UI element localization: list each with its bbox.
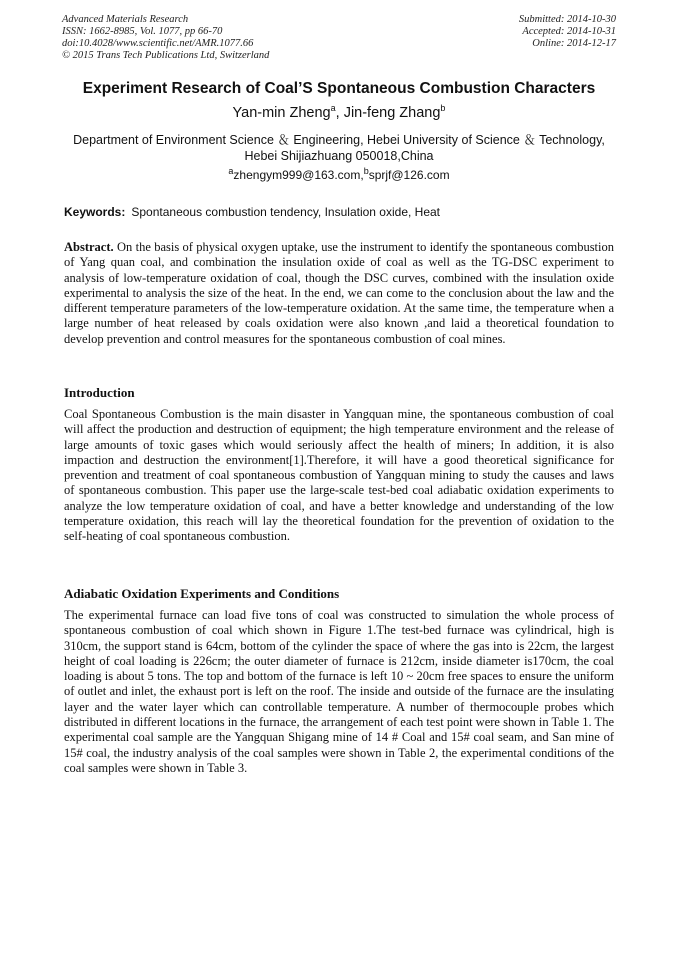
email-address: sprjf@126.com (368, 168, 450, 182)
affiliation-line: Hebei Shijiazhuang 050018,China (244, 149, 434, 163)
email-mark: b (363, 166, 369, 176)
affiliation (50, 132, 628, 164)
journal-name: Advanced Materials Research (62, 14, 189, 25)
issn-line: ISSN: 1662-8985, Vol. 1077, pp 66-70 (62, 26, 223, 37)
header-publication-info (62, 14, 269, 62)
keywords-label: Keywords: (64, 205, 126, 219)
email-address: zhengym999@163.com (233, 168, 361, 182)
author-name: Jin-feng Zhang (343, 105, 441, 121)
email-separator: , (360, 168, 364, 182)
doi-line: doi:10.4028/www.scientific.net/AMR.1077.66 (62, 38, 254, 49)
introduction-paragraph: Coal Spontaneous Combustion is the main disaster in Yangquan mine, the spontaneous combustion of coal will affect the production and destruction of equipment; the high temperature environment and the release of large amounts of toxic gases which would seriously affect the health of miners; In addition, it is also impaction and destruction the environment[1].Therefore, it will have a good theoretical significance for prevention and treatment of coal spontaneous combustion of Yangquan mining to study the causes and laws of spontaneous combustion. This paper use the large-scale test-bed coal adiabatic oxidation experiments to analyze the low temperature oxidation of coal, and have a better knowledge and understanding of the low temperature oxidation, this reach will lay the theoretical foundation for the prevention of oxidation to the self-heating of coal spontaneous combustion. (64, 407, 614, 544)
email-mark: a (228, 166, 234, 176)
affiliation-line: Department of Environment Science ＆ Engineering, Hebei University of Science ＆ Technology, (73, 133, 605, 147)
abstract (64, 240, 614, 347)
author-affiliation-mark: a (330, 103, 336, 114)
author-list (40, 104, 638, 122)
keywords (64, 205, 614, 220)
online-date: Online: 2014-12-17 (532, 38, 616, 49)
header-dates (519, 14, 616, 50)
abstract-label: Abstract. (64, 240, 114, 254)
author-name: Yan-min Zheng (232, 105, 331, 121)
section-heading-introduction: Introduction (64, 385, 135, 400)
submitted-date: Submitted: 2014-10-30 (518, 14, 616, 25)
abstract-text: On the basis of physical oxygen uptake, use the instrument to identify the spontaneous combustion of Yang quan coal, and combination the insulation oxide of coal as well as the TG-DSC experiment to analysis of low-temperature oxidation of coal, though the DSC curves, combined with the insulation oxide experimental to analysis the size of the heat. In the end, we can come to the conclusion about the law and the different temperature parameters of the low-temperature oxidation. At the same time, the temperature when a large number of heat released by coals oxidation were also known ,and laid a theoretical foundation to develop prevention and control measures for the spontaneous combustion of coal mines. (64, 240, 615, 346)
section-heading-adiabatic: Adiabatic Oxidation Experiments and Conditions (64, 586, 340, 601)
paper-title: Experiment Research of Coal’S Spontaneous Combustion Characters (82, 80, 596, 97)
copyright-line: © 2015 Trans Tech Publications Ltd, Switzerland (62, 50, 270, 61)
author-affiliation-mark: b (440, 103, 446, 114)
adiabatic-paragraph: The experimental furnace can load five tons of coal was constructed to simulation the whole process of spontaneous combustion of coal which shown in Figure 1.The test-bed furnace was cylindrical, high is 310cm, the support stand is 64cm, bottom of the cylinder the space of where the gas into is 22cm, the largest height of coal loading is 226cm; the outer diameter of furnace is 212cm, inside diameter is170cm, the coal loading is about 5 tons. The top and bottom of the furnace is left 10 ~ 20cm free spaces to ensure the uniform of outlet and inlet, the exhaust port is left on the roof. The inside and outside of the furnace are the insulating layer and the water layer which can controllable temperature. A number of thermocouple probes which distributed in different locations in the furnace, the arrangement of each test point were shown in Table 1. The experimental coal sample are the Yangquan Shigang mine of 14 # Coal and 15# coal seam, and San mine of 15# coal, the industry analysis of the coal samples were shown in Table 2, the experimental conditions of the coal samples were shown in Table 3. (64, 608, 614, 775)
author-emails (40, 167, 638, 183)
keywords-text: Spontaneous combustion tendency, Insulation oxide, Heat (131, 205, 441, 219)
accepted-date: Accepted: 2014-10-31 (522, 26, 616, 37)
author-separator: , (335, 105, 344, 121)
